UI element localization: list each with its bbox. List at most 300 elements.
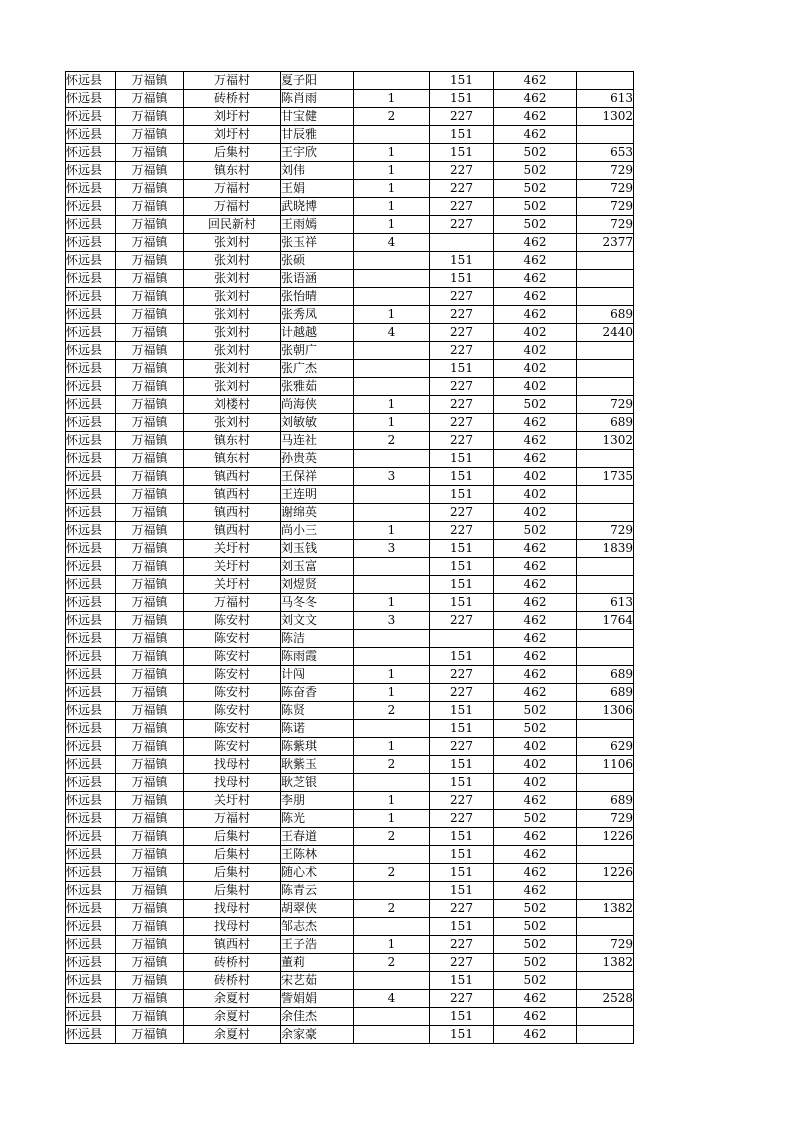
amount-cell [577, 576, 634, 594]
county-cell: 怀远县 [66, 558, 116, 576]
county-cell: 怀远县 [66, 414, 116, 432]
amount-cell: 1226 [577, 864, 634, 882]
amount-cell: 613 [577, 90, 634, 108]
village-cell: 镇西村 [184, 522, 281, 540]
table-row [66, 936, 634, 954]
value-b-cell: 402 [494, 378, 577, 396]
name-cell: 余佳杰 [281, 1008, 354, 1026]
village-cell: 张刘村 [184, 252, 281, 270]
county-cell: 怀远县 [66, 702, 116, 720]
town-cell: 万福镇 [116, 792, 184, 810]
town-cell: 万福镇 [116, 558, 184, 576]
amount-cell [577, 504, 634, 522]
name-cell: 张朝广 [281, 342, 354, 360]
value-b-cell: 462 [494, 234, 577, 252]
name-cell: 陈肖雨 [281, 90, 354, 108]
table-row [66, 162, 634, 180]
table-row [66, 792, 634, 810]
amount-cell [577, 450, 634, 468]
value-a-cell: 151 [430, 828, 494, 846]
value-b-cell: 462 [494, 882, 577, 900]
village-cell: 张刘村 [184, 234, 281, 252]
value-a-cell: 227 [430, 414, 494, 432]
value-a-cell: 151 [430, 252, 494, 270]
county-cell: 怀远县 [66, 72, 116, 90]
table-row [66, 468, 634, 486]
town-cell: 万福镇 [116, 882, 184, 900]
value-a-cell: 227 [430, 666, 494, 684]
value-a-cell: 151 [430, 882, 494, 900]
name-cell: 王连明 [281, 486, 354, 504]
value-b-cell: 462 [494, 576, 577, 594]
value-b-cell: 462 [494, 108, 577, 126]
town-cell: 万福镇 [116, 990, 184, 1008]
value-a-cell: 227 [430, 198, 494, 216]
village-cell: 陈安村 [184, 720, 281, 738]
value-a-cell: 151 [430, 558, 494, 576]
town-cell: 万福镇 [116, 864, 184, 882]
value-b-cell: 402 [494, 756, 577, 774]
count-cell: 2 [354, 702, 430, 720]
amount-cell: 653 [577, 144, 634, 162]
value-a-cell: 151 [430, 720, 494, 738]
village-cell: 张刘村 [184, 342, 281, 360]
value-b-cell: 502 [494, 918, 577, 936]
count-cell: 1 [354, 522, 430, 540]
table-row [66, 756, 634, 774]
village-cell: 找母村 [184, 900, 281, 918]
town-cell: 万福镇 [116, 162, 184, 180]
amount-cell [577, 648, 634, 666]
town-cell: 万福镇 [116, 180, 184, 198]
value-b-cell: 502 [494, 144, 577, 162]
town-cell: 万福镇 [116, 504, 184, 522]
amount-cell: 729 [577, 198, 634, 216]
amount-cell [577, 126, 634, 144]
name-cell: 董莉 [281, 954, 354, 972]
town-cell: 万福镇 [116, 234, 184, 252]
village-cell: 找母村 [184, 756, 281, 774]
village-cell: 刘圩村 [184, 108, 281, 126]
county-cell: 怀远县 [66, 234, 116, 252]
county-cell: 怀远县 [66, 108, 116, 126]
village-cell: 余夏村 [184, 1008, 281, 1026]
town-cell: 万福镇 [116, 360, 184, 378]
value-b-cell: 462 [494, 450, 577, 468]
town-cell: 万福镇 [116, 468, 184, 486]
amount-cell: 729 [577, 162, 634, 180]
count-cell [354, 288, 430, 306]
value-b-cell: 462 [494, 648, 577, 666]
table-row [66, 594, 634, 612]
amount-cell: 1382 [577, 900, 634, 918]
amount-cell: 689 [577, 414, 634, 432]
count-cell [354, 360, 430, 378]
value-b-cell: 502 [494, 702, 577, 720]
village-cell: 陈安村 [184, 630, 281, 648]
county-cell: 怀远县 [66, 774, 116, 792]
town-cell: 万福镇 [116, 702, 184, 720]
county-cell: 怀远县 [66, 810, 116, 828]
amount-cell: 2377 [577, 234, 634, 252]
value-b-cell: 462 [494, 612, 577, 630]
count-cell [354, 576, 430, 594]
value-b-cell: 502 [494, 198, 577, 216]
town-cell: 万福镇 [116, 378, 184, 396]
county-cell: 怀远县 [66, 90, 116, 108]
village-cell: 砖桥村 [184, 972, 281, 990]
village-cell: 陈安村 [184, 684, 281, 702]
amount-cell [577, 558, 634, 576]
county-cell: 怀远县 [66, 738, 116, 756]
village-cell: 镇西村 [184, 936, 281, 954]
value-b-cell: 462 [494, 630, 577, 648]
value-b-cell: 402 [494, 342, 577, 360]
amount-cell: 689 [577, 792, 634, 810]
amount-cell [577, 882, 634, 900]
value-b-cell: 402 [494, 504, 577, 522]
value-a-cell: 227 [430, 108, 494, 126]
value-b-cell: 462 [494, 1026, 577, 1044]
value-a-cell: 227 [430, 792, 494, 810]
name-cell: 耿紫玉 [281, 756, 354, 774]
name-cell: 张玉祥 [281, 234, 354, 252]
name-cell: 王娟 [281, 180, 354, 198]
town-cell: 万福镇 [116, 144, 184, 162]
county-cell: 怀远县 [66, 270, 116, 288]
table-row [66, 126, 634, 144]
count-cell [354, 450, 430, 468]
name-cell: 陈光 [281, 810, 354, 828]
count-cell: 2 [354, 432, 430, 450]
village-cell: 张刘村 [184, 324, 281, 342]
name-cell: 陈青云 [281, 882, 354, 900]
amount-cell [577, 486, 634, 504]
amount-cell: 729 [577, 810, 634, 828]
amount-cell [577, 270, 634, 288]
value-b-cell: 462 [494, 864, 577, 882]
name-cell: 张硕 [281, 252, 354, 270]
name-cell: 甘宝健 [281, 108, 354, 126]
county-cell: 怀远县 [66, 1026, 116, 1044]
amount-cell [577, 252, 634, 270]
value-b-cell: 402 [494, 324, 577, 342]
town-cell: 万福镇 [116, 720, 184, 738]
village-cell: 关圩村 [184, 558, 281, 576]
village-cell: 镇西村 [184, 504, 281, 522]
value-a-cell: 227 [430, 504, 494, 522]
name-cell: 刘伟 [281, 162, 354, 180]
village-cell: 找母村 [184, 918, 281, 936]
county-cell: 怀远县 [66, 540, 116, 558]
table-row [66, 990, 634, 1008]
value-a-cell: 227 [430, 612, 494, 630]
value-a-cell: 151 [430, 468, 494, 486]
table-row [66, 558, 634, 576]
value-b-cell: 402 [494, 468, 577, 486]
value-a-cell: 151 [430, 360, 494, 378]
village-cell: 陈安村 [184, 702, 281, 720]
count-cell: 2 [354, 864, 430, 882]
count-cell [354, 648, 430, 666]
county-cell: 怀远县 [66, 900, 116, 918]
name-cell: 王宇欣 [281, 144, 354, 162]
town-cell: 万福镇 [116, 972, 184, 990]
value-a-cell [430, 630, 494, 648]
count-cell: 3 [354, 540, 430, 558]
count-cell: 4 [354, 234, 430, 252]
amount-cell: 2440 [577, 324, 634, 342]
value-b-cell: 462 [494, 540, 577, 558]
value-b-cell: 462 [494, 828, 577, 846]
village-cell: 砖桥村 [184, 90, 281, 108]
county-cell: 怀远县 [66, 162, 116, 180]
table-row [66, 342, 634, 360]
amount-cell: 1106 [577, 756, 634, 774]
count-cell: 1 [354, 414, 430, 432]
name-cell: 计闯 [281, 666, 354, 684]
village-cell: 刘楼村 [184, 396, 281, 414]
county-cell: 怀远县 [66, 828, 116, 846]
amount-cell [577, 630, 634, 648]
table-row [66, 252, 634, 270]
table-row [66, 414, 634, 432]
value-a-cell: 227 [430, 990, 494, 1008]
count-cell: 2 [354, 900, 430, 918]
village-cell: 万福村 [184, 198, 281, 216]
count-cell: 1 [354, 666, 430, 684]
table-row [66, 1026, 634, 1044]
amount-cell: 729 [577, 936, 634, 954]
county-cell: 怀远县 [66, 180, 116, 198]
name-cell: 刘煜贤 [281, 576, 354, 594]
village-cell: 关圩村 [184, 576, 281, 594]
town-cell: 万福镇 [116, 756, 184, 774]
village-cell: 张刘村 [184, 270, 281, 288]
value-a-cell: 151 [430, 486, 494, 504]
name-cell: 陈诺 [281, 720, 354, 738]
name-cell: 张怡晴 [281, 288, 354, 306]
county-cell: 怀远县 [66, 144, 116, 162]
amount-cell [577, 1026, 634, 1044]
amount-cell: 729 [577, 396, 634, 414]
town-cell: 万福镇 [116, 288, 184, 306]
amount-cell [577, 342, 634, 360]
amount-cell: 729 [577, 216, 634, 234]
count-cell [354, 486, 430, 504]
county-cell: 怀远县 [66, 792, 116, 810]
value-a-cell: 227 [430, 180, 494, 198]
county-cell: 怀远县 [66, 576, 116, 594]
table-row [66, 288, 634, 306]
county-cell: 怀远县 [66, 288, 116, 306]
town-cell: 万福镇 [116, 306, 184, 324]
county-cell: 怀远县 [66, 936, 116, 954]
count-cell: 4 [354, 324, 430, 342]
table-row [66, 198, 634, 216]
value-a-cell: 227 [430, 324, 494, 342]
name-cell: 王雨嫣 [281, 216, 354, 234]
amount-cell: 1839 [577, 540, 634, 558]
table-row [66, 684, 634, 702]
town-cell: 万福镇 [116, 576, 184, 594]
count-cell [354, 342, 430, 360]
amount-cell [577, 360, 634, 378]
value-a-cell: 227 [430, 396, 494, 414]
value-b-cell: 502 [494, 720, 577, 738]
amount-cell: 729 [577, 180, 634, 198]
value-b-cell: 462 [494, 414, 577, 432]
village-cell: 陈安村 [184, 666, 281, 684]
name-cell: 陈奋香 [281, 684, 354, 702]
value-a-cell: 151 [430, 702, 494, 720]
village-cell: 万福村 [184, 594, 281, 612]
county-cell: 怀远县 [66, 666, 116, 684]
town-cell: 万福镇 [116, 90, 184, 108]
name-cell: 陈洁 [281, 630, 354, 648]
count-cell: 2 [354, 828, 430, 846]
name-cell: 王保祥 [281, 468, 354, 486]
value-a-cell: 227 [430, 810, 494, 828]
value-a-cell: 227 [430, 306, 494, 324]
count-cell [354, 270, 430, 288]
count-cell: 1 [354, 216, 430, 234]
name-cell: 邹志杰 [281, 918, 354, 936]
count-cell [354, 846, 430, 864]
value-b-cell: 462 [494, 432, 577, 450]
county-cell: 怀远县 [66, 1008, 116, 1026]
table-row [66, 882, 634, 900]
table-row [66, 432, 634, 450]
value-b-cell: 502 [494, 180, 577, 198]
table-row [66, 486, 634, 504]
value-b-cell: 462 [494, 306, 577, 324]
count-cell: 1 [354, 198, 430, 216]
name-cell: 耿芝银 [281, 774, 354, 792]
town-cell: 万福镇 [116, 342, 184, 360]
count-cell [354, 504, 430, 522]
amount-cell: 1306 [577, 702, 634, 720]
name-cell: 宋艺茹 [281, 972, 354, 990]
value-b-cell: 402 [494, 738, 577, 756]
name-cell: 计越越 [281, 324, 354, 342]
table-row [66, 702, 634, 720]
value-a-cell: 151 [430, 774, 494, 792]
town-cell: 万福镇 [116, 774, 184, 792]
count-cell: 2 [354, 954, 430, 972]
county-cell: 怀远县 [66, 306, 116, 324]
name-cell: 刘敏敏 [281, 414, 354, 432]
village-cell: 张刘村 [184, 288, 281, 306]
town-cell: 万福镇 [116, 450, 184, 468]
town-cell: 万福镇 [116, 126, 184, 144]
amount-cell [577, 918, 634, 936]
value-b-cell: 462 [494, 594, 577, 612]
county-cell: 怀远县 [66, 450, 116, 468]
amount-cell: 1302 [577, 108, 634, 126]
value-a-cell: 227 [430, 522, 494, 540]
value-b-cell: 462 [494, 252, 577, 270]
value-a-cell: 227 [430, 288, 494, 306]
data-table [65, 71, 634, 1044]
table-row [66, 450, 634, 468]
table-row [66, 504, 634, 522]
amount-cell: 689 [577, 666, 634, 684]
table-row [66, 828, 634, 846]
village-cell: 后集村 [184, 864, 281, 882]
value-a-cell: 227 [430, 684, 494, 702]
value-b-cell: 462 [494, 684, 577, 702]
value-b-cell: 502 [494, 936, 577, 954]
table-row [66, 918, 634, 936]
name-cell: 甘辰雅 [281, 126, 354, 144]
town-cell: 万福镇 [116, 684, 184, 702]
table-row [66, 396, 634, 414]
table-row [66, 378, 634, 396]
value-a-cell: 151 [430, 918, 494, 936]
value-a-cell: 151 [430, 90, 494, 108]
town-cell: 万福镇 [116, 954, 184, 972]
county-cell: 怀远县 [66, 486, 116, 504]
table-row [66, 630, 634, 648]
county-cell: 怀远县 [66, 612, 116, 630]
county-cell: 怀远县 [66, 846, 116, 864]
value-b-cell: 402 [494, 486, 577, 504]
village-cell: 镇东村 [184, 432, 281, 450]
amount-cell: 1382 [577, 954, 634, 972]
town-cell: 万福镇 [116, 612, 184, 630]
name-cell: 刘玉钱 [281, 540, 354, 558]
count-cell: 1 [354, 144, 430, 162]
name-cell: 余家豪 [281, 1026, 354, 1044]
name-cell: 马连社 [281, 432, 354, 450]
name-cell: 刘文文 [281, 612, 354, 630]
town-cell: 万福镇 [116, 900, 184, 918]
value-b-cell: 462 [494, 1008, 577, 1026]
county-cell: 怀远县 [66, 684, 116, 702]
value-a-cell: 151 [430, 450, 494, 468]
name-cell: 尚海侠 [281, 396, 354, 414]
table-row [66, 72, 634, 90]
village-cell: 镇东村 [184, 162, 281, 180]
village-cell: 张刘村 [184, 414, 281, 432]
name-cell: 孙贵英 [281, 450, 354, 468]
table-row [66, 810, 634, 828]
county-cell: 怀远县 [66, 126, 116, 144]
value-a-cell: 227 [430, 342, 494, 360]
value-b-cell: 462 [494, 90, 577, 108]
county-cell: 怀远县 [66, 630, 116, 648]
name-cell: 王子浩 [281, 936, 354, 954]
name-cell: 陈雨霞 [281, 648, 354, 666]
table-row [66, 954, 634, 972]
name-cell: 王陈林 [281, 846, 354, 864]
value-b-cell: 462 [494, 270, 577, 288]
village-cell: 万福村 [184, 180, 281, 198]
table-row [66, 774, 634, 792]
village-cell: 张刘村 [184, 306, 281, 324]
count-cell [354, 630, 430, 648]
count-cell: 1 [354, 738, 430, 756]
count-cell [354, 882, 430, 900]
town-cell: 万福镇 [116, 540, 184, 558]
village-cell: 后集村 [184, 882, 281, 900]
county-cell: 怀远县 [66, 918, 116, 936]
amount-cell: 1764 [577, 612, 634, 630]
village-cell: 镇西村 [184, 468, 281, 486]
value-b-cell: 462 [494, 72, 577, 90]
name-cell: 訾娟娟 [281, 990, 354, 1008]
